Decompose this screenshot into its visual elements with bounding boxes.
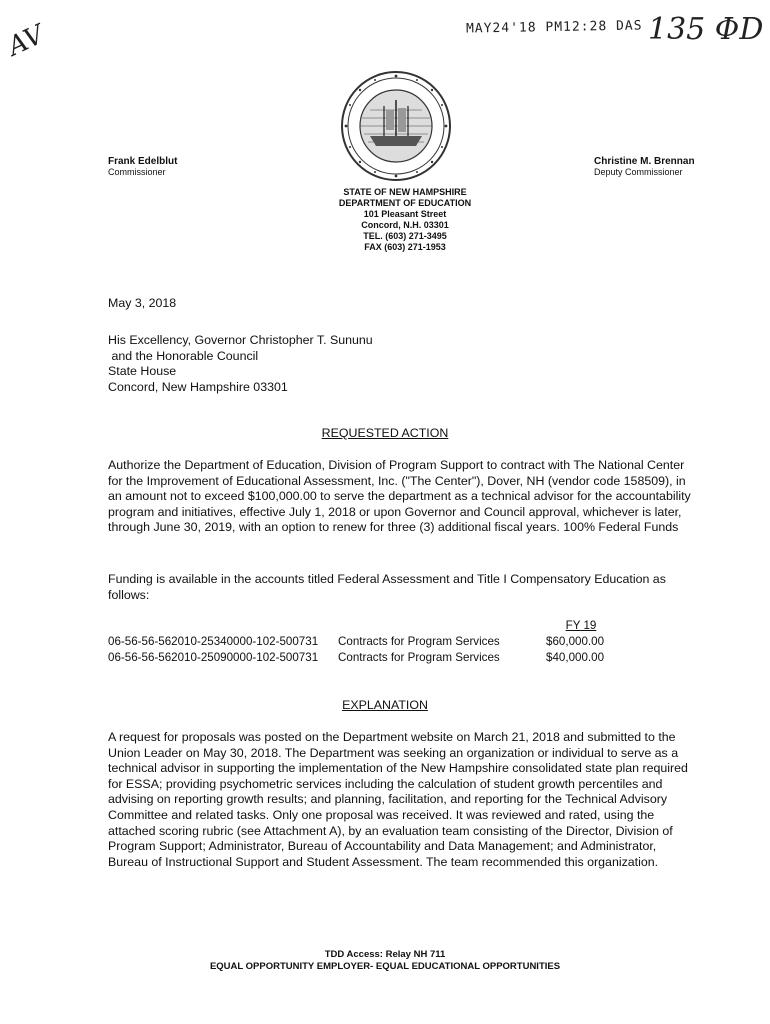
deputy-commissioner-name: Christine M. Brennan bbox=[594, 156, 695, 167]
deputy-commissioner-title: Deputy Commissioner bbox=[594, 167, 683, 177]
account-amount: $40,000.00 bbox=[546, 651, 605, 664]
footer-tdd: TDD Access: Relay NH 711 bbox=[324, 949, 446, 960]
received-stamp: MAY24'18 PM12:28 DAS bbox=[465, 18, 643, 37]
agency-line: DEPARTMENT OF EDUCATION bbox=[338, 198, 472, 208]
agency-line: 101 Pleasant Street bbox=[363, 209, 447, 219]
account-code: 06-56-56-562010-25340000-102-500731 bbox=[108, 635, 319, 648]
agency-address-block bbox=[316, 187, 494, 253]
address-line: Concord, New Hampshire 03301 bbox=[108, 379, 288, 394]
deputy-commissioner-block bbox=[594, 156, 695, 178]
agency-line: STATE OF NEW HAMPSHIRE bbox=[343, 187, 467, 197]
fiscal-year-header: FY 19 bbox=[565, 619, 597, 632]
agency-line: Concord, N.H. 03301 bbox=[361, 220, 449, 230]
commissioner-title: Commissioner bbox=[108, 167, 166, 177]
handwritten-document-number: 135 ΦD bbox=[648, 12, 764, 47]
handwritten-initials: AV bbox=[3, 19, 49, 63]
explanation-heading: EXPLANATION bbox=[342, 698, 428, 712]
address-line: and the Honorable Council bbox=[108, 348, 259, 363]
address-line: State House bbox=[108, 364, 177, 379]
agency-line: TEL. (603) 271-3495 bbox=[363, 231, 447, 241]
explanation-paragraph: A request for proposals was posted on the Department website on March 21, 2018 and submitted to the Union Leader on May 30, 2018. The Department was seeking an organization or individual to serve as a technical advisor in supporting the implementation of the New Hampshire consolidated state plan required for ESSA; providing psychometric services including the calculation of student growth percentiles and advising on reporting growth results; and planning, facilitation, and reporting for the Technical Advisory Committee and related tasks. Only one proposal was received. It was reviewed and rated, using the attached scoring rubric (see Attachment A), by an evaluation team consisting of the Director, Division of Program Support; Administrator, Bureau of Accountability and Data Management; and Administrator, Bureau of Instructional Support and Student Assessment. The team recommended this organization. bbox=[108, 730, 688, 869]
funding-paragraph: Funding is available in the accounts titled Federal Assessment and Title I Compensatory Education as follows: bbox=[108, 572, 666, 602]
state-seal-icon bbox=[340, 70, 452, 182]
commissioner-name: Frank Edelblut bbox=[108, 156, 178, 167]
commissioner-block bbox=[108, 156, 177, 178]
letter-date: May 3, 2018 bbox=[108, 296, 177, 310]
agency-line: FAX (603) 271-1953 bbox=[364, 242, 446, 252]
requested-action-heading: REQUESTED ACTION bbox=[321, 426, 449, 440]
account-amount: $60,000.00 bbox=[546, 635, 605, 648]
account-code: 06-56-56-562010-25090000-102-500731 bbox=[108, 651, 319, 664]
account-description: Contracts for Program Services bbox=[338, 635, 500, 648]
address-line: His Excellency, Governor Christopher T. Sununu bbox=[108, 333, 373, 347]
footer-eeo: EQUAL OPPORTUNITY EMPLOYER- EQUAL EDUCATIONAL OPPORTUNITIES bbox=[209, 961, 561, 972]
recipient-address bbox=[108, 333, 698, 395]
account-description: Contracts for Program Services bbox=[338, 651, 500, 664]
requested-action-paragraph: Authorize the Department of Education, Division of Program Support to contract with The National Center for the Improvement of Educational Assessment, Inc. ("The Center"), Dover, NH (vendor code 158509), in an amount not to exceed $100,000.00 to serve the department as a technical advisor for the accountability program and initiatives, effective July 1, 2018 or upon Governor and Council approval, whichever is later, through June 30, 2019, with an option to renew for three (3) additional fiscal years. 100% Federal Funds bbox=[108, 458, 691, 535]
